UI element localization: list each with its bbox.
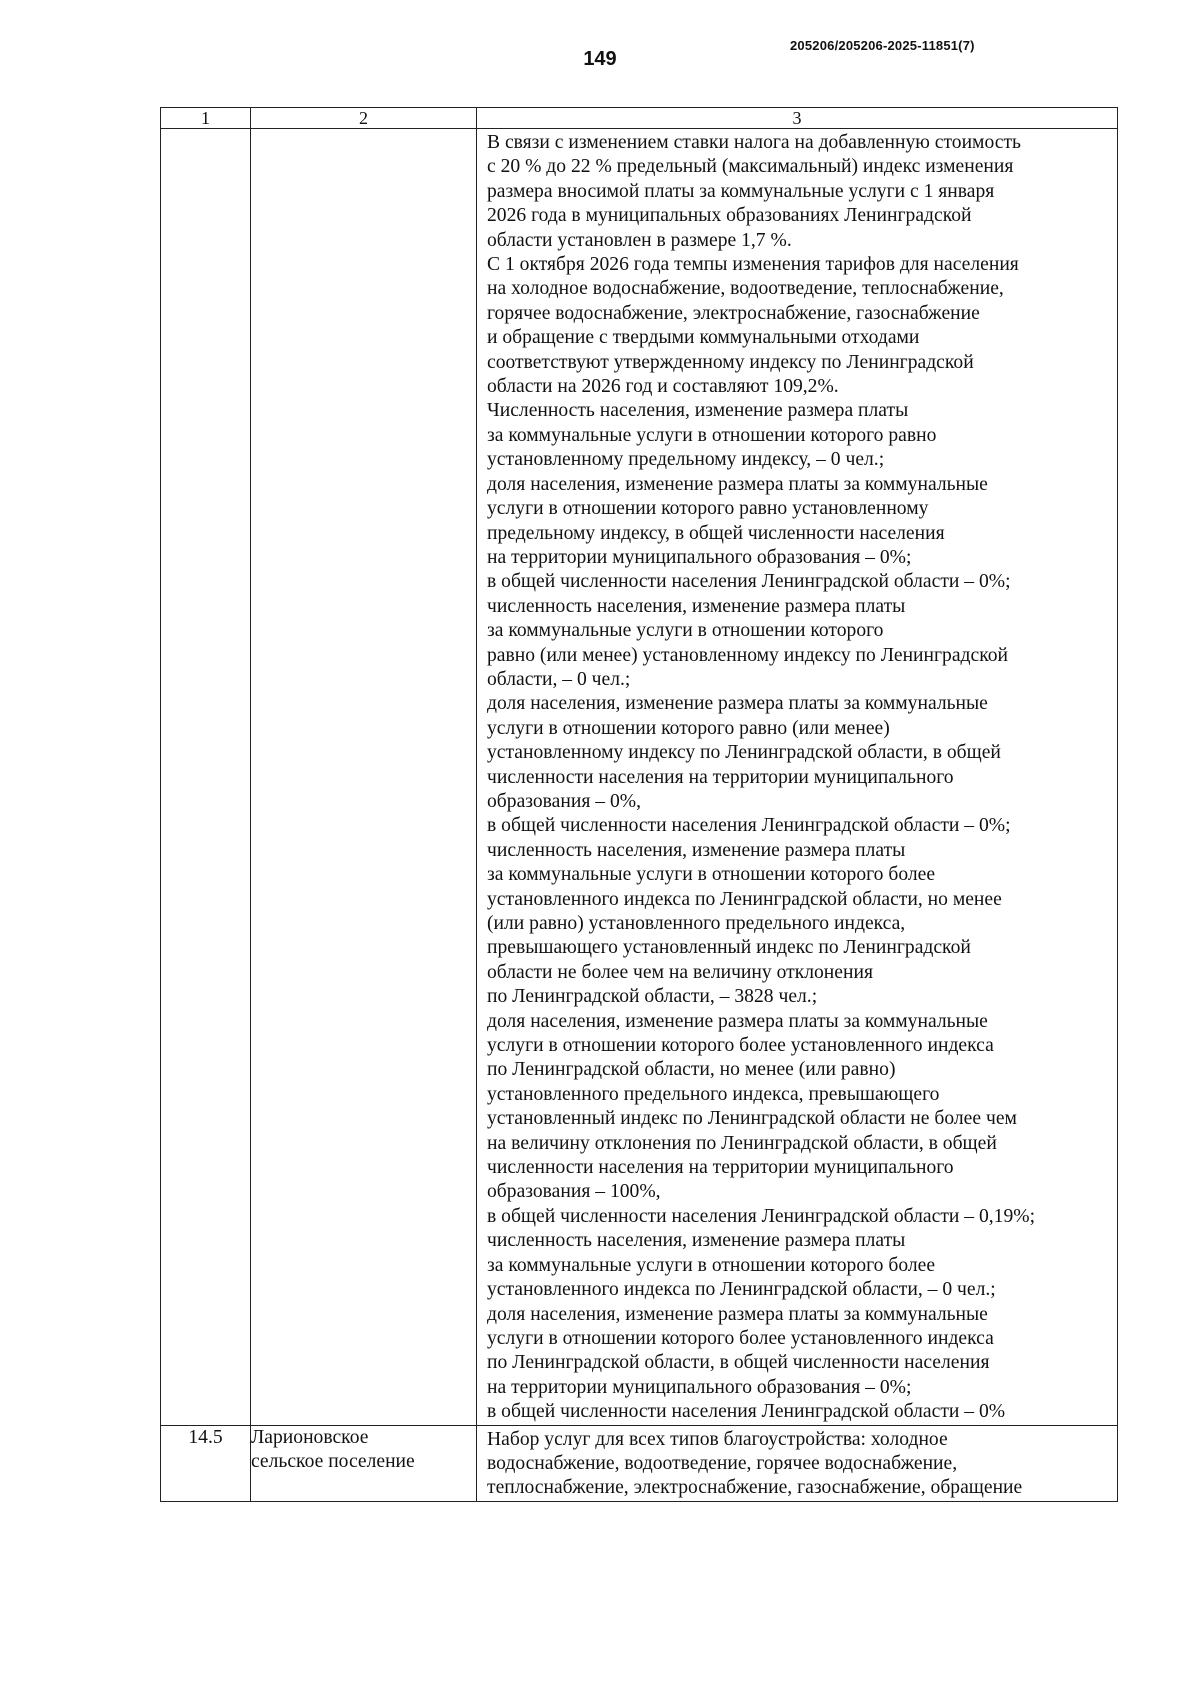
page-number: 149 [583, 48, 617, 70]
text-line: доля населения, изменение размера платы за коммунальные [487, 693, 988, 715]
text-line: в общей численности населения Ленинградской области – 0%; [487, 571, 1011, 593]
text-line: Численность населения, изменение размера платы [487, 400, 909, 422]
text-line: водоснабжение, водоотведение, горячее водоснабжение, [487, 1452, 958, 1474]
text-line: превышающего установленный индекс по Ленинградской [487, 937, 971, 959]
text-line: в общей численности населения Ленинградской области – 0,19%; [487, 1205, 1036, 1227]
text-line: соответствуют утвержденному индексу по Ленинградской [487, 351, 974, 373]
text-line: (или равно) установленного предельного индекса, [487, 913, 906, 934]
column-header-1: 1 [161, 108, 251, 129]
text-line: образования – 100%, [487, 1181, 661, 1203]
text-line: по Ленинградской области, в общей численности населения [487, 1352, 990, 1374]
description-cell [477, 129, 1118, 1426]
text-line: за коммунальные услуги в отношении которого более [487, 864, 936, 886]
text-line: численность населения, изменение размера платы [487, 595, 906, 617]
text-line: по Ленинградской области, – 3828 чел.; [487, 986, 818, 1008]
text-line: равно (или менее) установленному индексу по Ленинградской [487, 644, 1009, 666]
text-line: теплоснабжение, электроснабжение, газоснабжение, обращение [487, 1477, 1023, 1499]
text-line: 2026 года в муниципальных образованиях Ленинградской [487, 205, 972, 227]
text-line: в общей численности населения Ленинградской области – 0%; [487, 815, 1011, 837]
text-line: на территории муниципального образования – 0%; [487, 546, 912, 568]
text-line: услуги в отношении которого равно (или менее) [487, 717, 890, 739]
table-row [161, 1425, 1118, 1501]
text-line: установленного индекса по Ленинградской области, – 0 чел.; [487, 1279, 996, 1301]
document-table [160, 107, 1118, 1502]
text-line: С 1 октября 2026 года темпы изменения тарифов для населения [487, 254, 1019, 276]
text-line: В связи с изменением ставки налога на добавленную стоимость [487, 132, 1021, 153]
column-header-2: 2 [251, 108, 477, 129]
text-line: и обращение с твердыми коммунальными отходами [487, 327, 920, 349]
text-line: доля населения, изменение размера платы за коммунальные [487, 1303, 988, 1325]
text-line: численность населения, изменение размера платы [487, 839, 906, 861]
settlement-name-cell [251, 129, 477, 1426]
text-line: области установлен в размере 1,7 %. [487, 229, 792, 251]
text-line: на величину отклонения по Ленинградской области, в общей [487, 1132, 997, 1154]
text-line: на холодное водоснабжение, водоотведение, теплоснабжение, [487, 278, 1004, 300]
text-line: установленному предельному индексу, – 0 чел.; [487, 449, 885, 471]
column-header-3: 3 [477, 108, 1118, 129]
settlement-name-cell [251, 1425, 477, 1501]
text-line: области не более чем на величину отклонения [487, 961, 873, 983]
text-line: численности населения на территории муниципального [487, 766, 954, 788]
text-line: услуги в отношении которого более установленного индекса [487, 1327, 994, 1349]
settlement-name-line: Ларионовское [251, 1426, 369, 1448]
text-line: численности населения на территории муниципального [487, 1157, 954, 1179]
text-line: области на 2026 год и составляют 109,2%. [487, 376, 839, 398]
text-line: за коммунальные услуги в отношении которого более [487, 1254, 936, 1276]
row-number-cell [161, 129, 251, 1426]
text-line: на территории муниципального образования – 0%; [487, 1376, 912, 1398]
text-line: с 20 % до 22 % предельный (максимальный) индекс изменения [487, 156, 1014, 178]
text-line: установленному индексу по Ленинградской области, в общей [487, 742, 1001, 764]
description-text [477, 1426, 1117, 1501]
description-cell [477, 1425, 1118, 1501]
text-line: установленный индекс по Ленинградской области не более чем [487, 1108, 1017, 1130]
text-line: услуги в отношении которого равно установленному [487, 498, 929, 520]
text-line: области, – 0 чел.; [487, 668, 631, 690]
text-line: доля населения, изменение размера платы за коммунальные [487, 473, 988, 495]
document-id: 205206/205206-2025-11851(7) [790, 38, 975, 53]
text-line: образования – 0%, [487, 790, 641, 812]
text-line: предельному индексу, в общей численности населения [487, 522, 945, 544]
text-line: установленного предельного индекса, превышающего [487, 1083, 940, 1105]
text-line: численность населения, изменение размера платы [487, 1230, 906, 1252]
text-line: размера вносимой платы за коммунальные услуги с 1 января [487, 180, 995, 202]
text-line: за коммунальные услуги в отношении которого [487, 620, 884, 642]
settlement-name-line: сельское поселение [251, 1450, 415, 1472]
text-line: в общей численности населения Ленинградской области – 0% [487, 1401, 1006, 1423]
text-line: установленного индекса по Ленинградской области, но менее [487, 888, 1002, 910]
table-row [161, 129, 1118, 1426]
text-line: Набор услуг для всех типов благоустройства: холодное [487, 1428, 948, 1450]
text-line: по Ленинградской области, но менее (или равно) [487, 1059, 896, 1081]
text-line: горячее водоснабжение, электроснабжение, газоснабжение [487, 302, 980, 324]
text-line: доля населения, изменение размера платы за коммунальные [487, 1010, 988, 1032]
table-header-row [161, 108, 1118, 129]
row-number-cell: 14.5 [161, 1425, 251, 1501]
description-text [477, 129, 1117, 1425]
text-line: услуги в отношении которого более установленного индекса [487, 1035, 994, 1057]
text-line: за коммунальные услуги в отношении которого равно [487, 424, 937, 446]
